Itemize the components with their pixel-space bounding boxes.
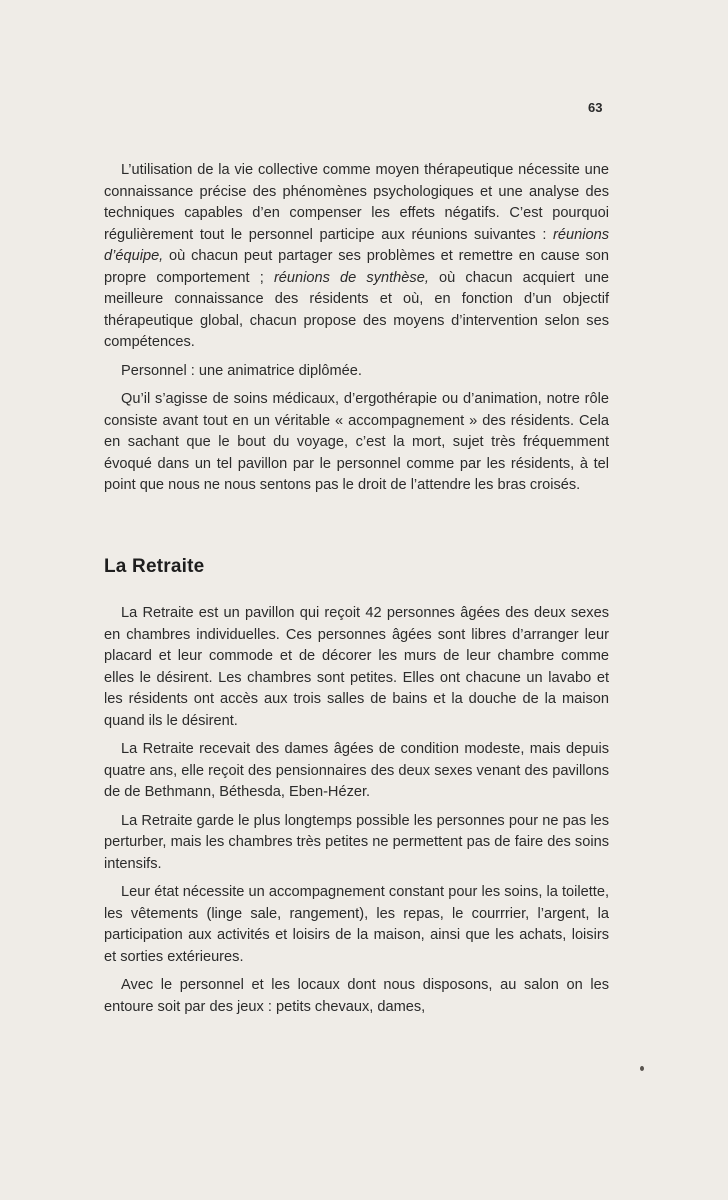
paragraph	[104, 975, 609, 1018]
paragraph	[104, 361, 609, 383]
paragraph	[104, 739, 609, 804]
ink-speck	[640, 1066, 644, 1071]
paragraph-text: La Retraite garde le plus longtemps possible les personnes pour ne pas les perturber, mais les chambres très petites ne permettent pas de faire des soins intensifs.	[104, 812, 609, 872]
section-title: La Retraite	[104, 556, 205, 577]
paragraph	[104, 882, 609, 968]
emphasis-text: réunions d’équipe,	[104, 226, 609, 264]
page-number: 63	[588, 100, 603, 115]
paragraph-text: où chacun acquiert une meilleure connaissance des résidents et où, en fonction d’un objectif thérapeutique global, chacun propose des moyens d’intervention selon ses compétences.	[104, 269, 609, 350]
paragraph	[104, 603, 609, 732]
intro-text	[104, 160, 609, 504]
paragraph-text: La Retraite recevait des dames âgées de condition modeste, mais depuis quatre ans, elle reçoit des pensionnaires des deux sexes venant des pavillons de de Bethmann, Béthesda, Eben-Hézer.	[104, 741, 609, 800]
paragraph	[104, 811, 609, 876]
paragraph-text: où chacun peut partager ses problèmes et remettre en cause son propre comportement ;	[104, 248, 610, 286]
paragraph	[104, 389, 609, 497]
paragraph-text: Personnel : une animatrice diplômée.	[121, 362, 362, 379]
paragraph-text: Leur état nécessite un accompagnement constant pour les soins, la toilette, les vêtements (linge sale, rangement), les repas, le courrrier, l’argent, la participation aux activités et loisirs de la maison, ainsi que les achats, loisirs et sorties extérieures.	[104, 884, 609, 965]
paragraph-text: Qu’il s’agisse de soins médicaux, d’ergothérapie ou d’animation, notre rôle consiste avant tout en un véritable « accompagnement » des résidents. Cela en sachant que le bout du voyage, c’est la mort, sujet très fréquemment évoqué dans un tel pavillon par le personnel comme par les résidents, à tel point que nous ne nous sentons pas le droit de l’attendre les bras croisés.	[104, 391, 609, 493]
section-text	[104, 603, 609, 1025]
paragraph	[104, 160, 609, 354]
paragraph-text: La Retraite est un pavillon qui reçoit 42 personnes âgées des deux sexes en chambres individuelles. Ces personnes âgées sont libres d’arranger leur placard et leur commode et de décorer les murs de leur chambre comme elles le désirent. Les chambres sont petites. Elles ont chacune un lavabo et les résidents ont accès aux trois salles de bains et la douche de la maison quand ils le désirent.	[104, 605, 609, 729]
paragraph-text: Avec le personnel et les locaux dont nous disposons, au salon on les entoure soit par des jeux : petits chevaux, dames,	[104, 977, 609, 1015]
paragraph-text: L’utilisation de la vie collective comme moyen thérapeutique nécessite une connaissance précise des phénomènes psychologiques et une analyse des techniques capables d’en compenser les effets négatifs. C’est pourquoi régulièrement tout le personnel participe aux réunions suivantes :	[104, 162, 609, 243]
emphasis-text: réunions de synthèse,	[273, 269, 429, 286]
